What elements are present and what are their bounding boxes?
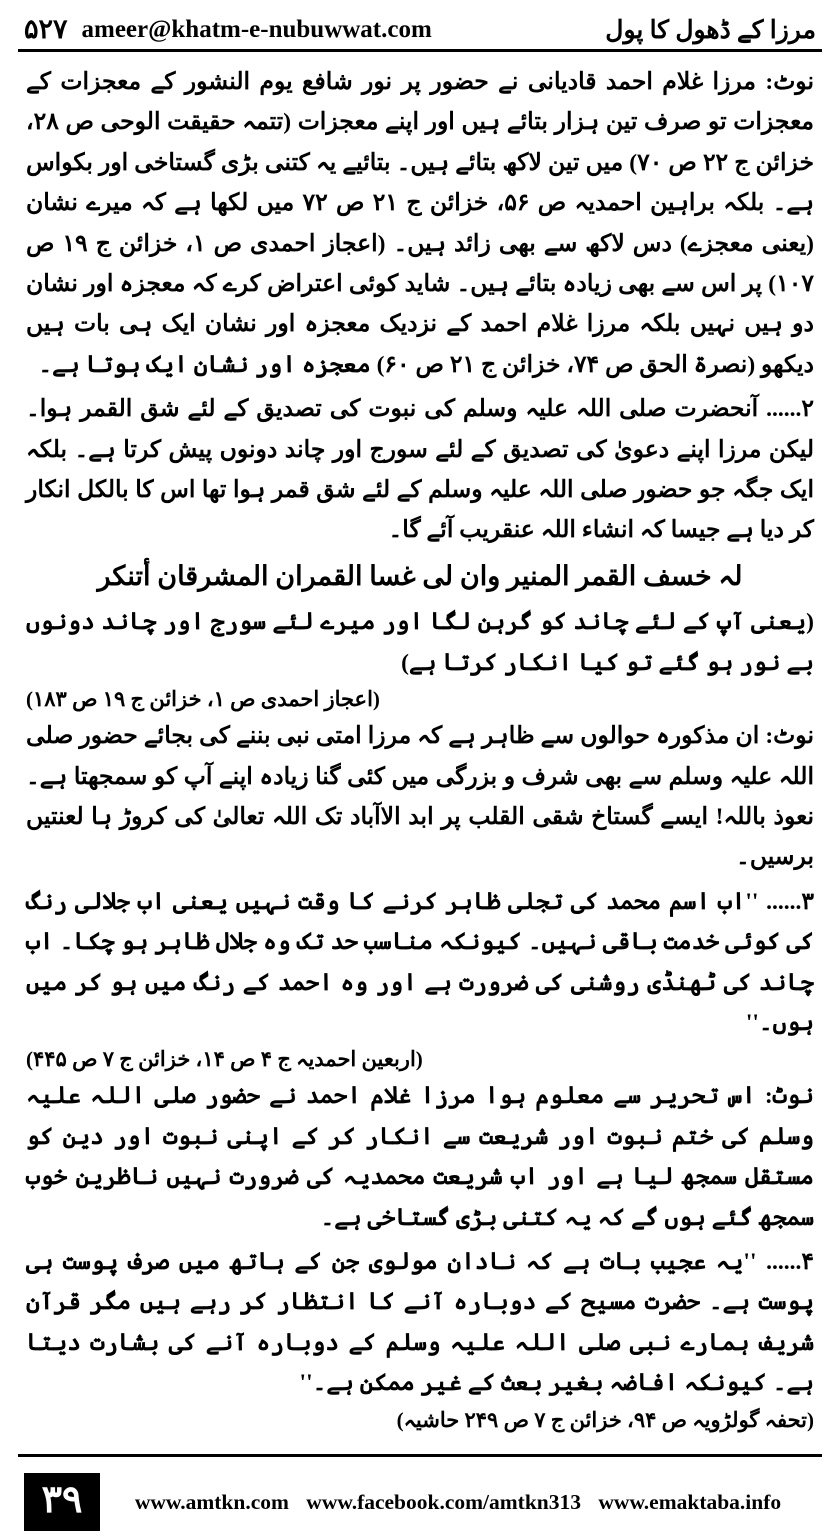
header-page-number: ۵۲۷ bbox=[24, 14, 68, 44]
header-book-title: مرزا کے ڈھول کا پول bbox=[605, 16, 816, 44]
paragraph-note-2: نوٹ: ان مذکورہ حوالوں سے ظاہر ہے کہ مرزا امتی نبی بننے کی بجائے حضور صلی اللہ علیہ وسلم سے بھی شرف و بزرگی میں کئی گنا زیادہ اپنے آپ کو سمجھتا ہے۔ نعوذ باللہ! ایسے گستاخ شقی القلب پر ابد الاآباد تک اللہ تعالیٰ کی کروڑ ہا لعنتیں برسیں۔ bbox=[26, 723, 814, 871]
item-2-dots: ...... bbox=[766, 396, 802, 423]
item-2-text: آنحضرت صلی اللہ علیہ وسلم کی نبوت کی تصدیق کے لئے شق القمر ہوا۔ لیکن مرزا اپنے دعویٰ کی تصدیق کے لئے سورج اور چاند دونوں پیش کرتا ہے۔ بلکہ ایک جگہ جو حضور صلی اللہ علیہ وسلم کے لئے شق قمر ہوا تھا اس کا بالکل انکار کر دیا ہے جیسا کہ انشاء اللہ عنقریب آئے گا۔ bbox=[26, 396, 814, 544]
item-2-number: ۲ bbox=[801, 396, 814, 423]
page-body bbox=[0, 52, 840, 1433]
item-4-dots: ...... bbox=[766, 1248, 802, 1275]
item-4-number: ۴ bbox=[801, 1248, 814, 1275]
paragraph-note-3: نوٹ: اس تحریر سے معلوم ہوا مرزا غلام احمد نے حضور صلی اللہ علیہ وسلم کی ختم نبوت اور شریعت سے انکار کر کے اپنی نبوت اور دین کو مستقل سمجھ لیا ہے اور اب شریعت محمدیہ کی ضرورت نہیں ناظرین خوب سمجھ گئے ہوں گے کہ یہ کتنی بڑی گستاخی ہے۔ bbox=[26, 1083, 814, 1231]
reference-2: (اعجاز احمدی ص ۱، خزائن ج ۱۹ ص ۱۸۳) bbox=[26, 687, 380, 712]
page-header bbox=[0, 0, 840, 51]
paragraph-item-2-tail: (یعنی آپ کے لئے چاند کو گرہن لگا اور میرے لئے سورج اور چاند دونوں بے نور ہو گئے تو کیا انکار کرتا ہے) bbox=[26, 609, 814, 676]
paragraph-item-3 bbox=[26, 882, 814, 1044]
item-4-text: ''یہ عجیب بات ہے کہ نادان مولوی جن کے ہاتھ میں صرف پوست ہی پوست ہے۔ حضرت مسیح کے دوبارہ آنے کا انتظار کر رہے ہیں مگر قرآن شریف ہمارے نبی صلی اللہ علیہ وسلم کے دوبارہ آنے کی بشارت دیتا ہے۔ کیونکہ افاضہ بغیر بعث کے غیر ممکن ہے۔'' bbox=[26, 1248, 814, 1397]
footer-link-website[interactable]: www.amtkn.com bbox=[134, 1489, 289, 1514]
footer-links bbox=[100, 1490, 816, 1515]
header-left-group bbox=[24, 14, 432, 45]
footer-inner bbox=[0, 1457, 840, 1537]
reference-4: (تحفہ گولڑویہ ص ۹۴، خزائن ج ۷ ص ۲۴۹ حاشیہ) bbox=[396, 1407, 814, 1432]
header-email: ameer@khatm-e-nubuwwat.com bbox=[81, 15, 432, 43]
paragraph-item-4 bbox=[26, 1242, 814, 1404]
footer-link-emaktaba[interactable]: www.emaktaba.info bbox=[598, 1489, 782, 1514]
reference-3: (اربعین احمدیہ ج ۴ ص ۱۴، خزائن ج ۷ ص ۴۴۵) bbox=[26, 1047, 423, 1072]
folio-number: ۳۹ bbox=[24, 1473, 100, 1531]
page-footer bbox=[0, 1454, 840, 1540]
paragraph-note-1: نوٹ: مرزا غلام احمد قادیانی نے حضور پر نور شافع یوم النشور کے معجزات کے معجزات تو صرف تین ہزار بتائے ہیں اور اپنے معجزات (تتمہ حقیقت الوحی ص ۲۸، خزائن ج ۲۲ ص ۷۰) میں تین لاکھ بتائے ہیں۔ بتائیے یہ کتنی بڑی گستاخی اور بکواس ہے۔ بلکہ براہین احمدیہ ص ۵۶، خزائن ج ۲۱ ص ۷۲ میں لکھا ہے کہ میرے نشان (یعنی معجزے) دس لاکھ سے بھی زائد ہیں۔ (اعجاز احمدی ص ۱، خزائن ج ۱۹ ص ۱۰۷) پر اس سے بھی زیادہ بتائے ہیں۔ شاید کوئی اعتراض کرے کہ معجزہ اور نشان دو ہیں نہیں بلکہ مرزا غلام احمد کے نزدیک معجزہ اور نشان ایک ہی بات ہیں دیکھو (نصرۃ الحق ص ۷۴، خزائن ج ۲۱ ص ۶۰) معجزہ اور نشان ایک ہوتا ہے۔ bbox=[26, 69, 814, 378]
paragraph-item-2 bbox=[26, 389, 814, 551]
arabic-quote-text: لہ خسف القمر المنیر وان لی غسا القمران المشرقان أتنکر bbox=[97, 560, 743, 591]
item-3-text: ''اب اسم محمد کی تجلی ظاہر کرنے کا وقت نہیں یعنی اب جلالی رنگ کی کوئی خدمت باقی نہیں۔ کیونکہ مناسب حد تک وہ جلال ظاہر ہو چکا۔ اب چاند کی ٹھنڈی روشنی کی ضرورت ہے اور وہ احمد کے رنگ میں ہو کر میں ہوں۔'' bbox=[26, 888, 814, 1036]
item-3-dots: ...... bbox=[766, 888, 802, 915]
footer-link-facebook[interactable]: www.facebook.com/amtkn313 bbox=[306, 1489, 582, 1514]
item-3-number: ۳ bbox=[801, 888, 815, 915]
paragraph-arabic-quote bbox=[26, 555, 814, 598]
